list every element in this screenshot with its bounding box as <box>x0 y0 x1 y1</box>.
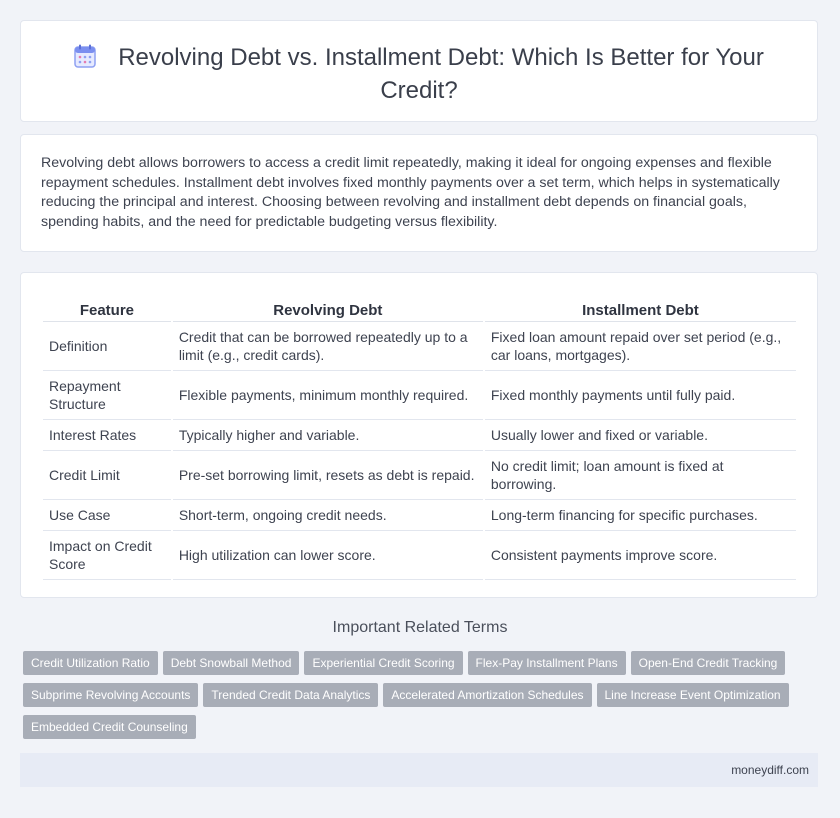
feature-cell: Definition <box>43 322 171 371</box>
related-term-tag[interactable]: Trended Credit Data Analytics <box>203 683 378 707</box>
installment-cell: Fixed monthly payments until fully paid. <box>485 371 796 420</box>
feature-cell: Credit Limit <box>43 451 171 500</box>
feature-cell: Use Case <box>43 500 171 531</box>
related-term-tag[interactable]: Experiential Credit Scoring <box>304 651 462 675</box>
footer <box>20 753 818 787</box>
installment-cell: Consistent payments improve score. <box>485 531 796 580</box>
revolving-cell: High utilization can lower score. <box>173 531 483 580</box>
table-row <box>43 371 796 420</box>
table-row <box>43 322 796 371</box>
revolving-cell: Flexible payments, minimum monthly required. <box>173 371 483 420</box>
comparison-card <box>20 272 818 598</box>
table-row <box>43 420 796 451</box>
feature-cell: Repayment Structure <box>43 371 171 420</box>
intro-card <box>20 134 818 252</box>
related-term-tag[interactable]: Subprime Revolving Accounts <box>23 683 198 707</box>
column-header-installment: Installment Debt <box>485 295 796 322</box>
related-term-tag[interactable]: Open-End Credit Tracking <box>631 651 786 675</box>
page-title: Revolving Debt vs. Installment Debt: Which Is Better for Your Credit? <box>118 44 764 104</box>
installment-cell: Long-term financing for specific purchases. <box>485 500 796 531</box>
intro-text: Revolving debt allows borrowers to access a credit limit repeatedly, making it ideal for ongoing expenses and flexible repayment schedules. Installment debt involves fixed monthly payments over a set term, which helps in systematically reducing the principal and interest. Choosing between revolving and installment debt depends on financial goals, spending habits, and the need for predictable budgeting versus flexibility. <box>41 155 780 230</box>
feature-cell: Interest Rates <box>43 420 171 451</box>
installment-cell: Usually lower and fixed or variable. <box>485 420 796 451</box>
related-term-tag[interactable]: Accelerated Amortization Schedules <box>383 683 591 707</box>
header-card <box>20 20 818 122</box>
revolving-cell: Typically higher and variable. <box>173 420 483 451</box>
table-row <box>43 500 796 531</box>
page-title-wrap <box>61 43 777 106</box>
related-term-tag[interactable]: Flex-Pay Installment Plans <box>468 651 626 675</box>
footer-site-link[interactable]: moneydiff.com <box>731 763 809 777</box>
column-header-revolving: Revolving Debt <box>173 295 483 322</box>
column-header-feature: Feature <box>43 295 171 322</box>
related-term-tag[interactable]: Embedded Credit Counseling <box>23 715 196 739</box>
related-term-tag[interactable]: Line Increase Event Optimization <box>597 683 789 707</box>
related-terms-list <box>23 651 803 747</box>
related-term-tag[interactable]: Credit Utilization Ratio <box>23 651 158 675</box>
related-terms-title: Important Related Terms <box>332 619 508 636</box>
revolving-cell: Pre-set borrowing limit, resets as debt is repaid. <box>173 451 483 500</box>
revolving-cell: Short-term, ongoing credit needs. <box>173 500 483 531</box>
calendar-icon <box>74 44 96 76</box>
installment-cell: No credit limit; loan amount is fixed at borrowing. <box>485 451 796 500</box>
related-term-tag[interactable]: Debt Snowball Method <box>163 651 300 675</box>
feature-cell: Impact on Credit Score <box>43 531 171 580</box>
table-row <box>43 531 796 580</box>
table-header-row <box>43 295 796 322</box>
comparison-table <box>41 295 798 580</box>
installment-cell: Fixed loan amount repaid over set period (e.g., car loans, mortgages). <box>485 322 796 371</box>
table-row <box>43 451 796 500</box>
revolving-cell: Credit that can be borrowed repeatedly up to a limit (e.g., credit cards). <box>173 322 483 371</box>
